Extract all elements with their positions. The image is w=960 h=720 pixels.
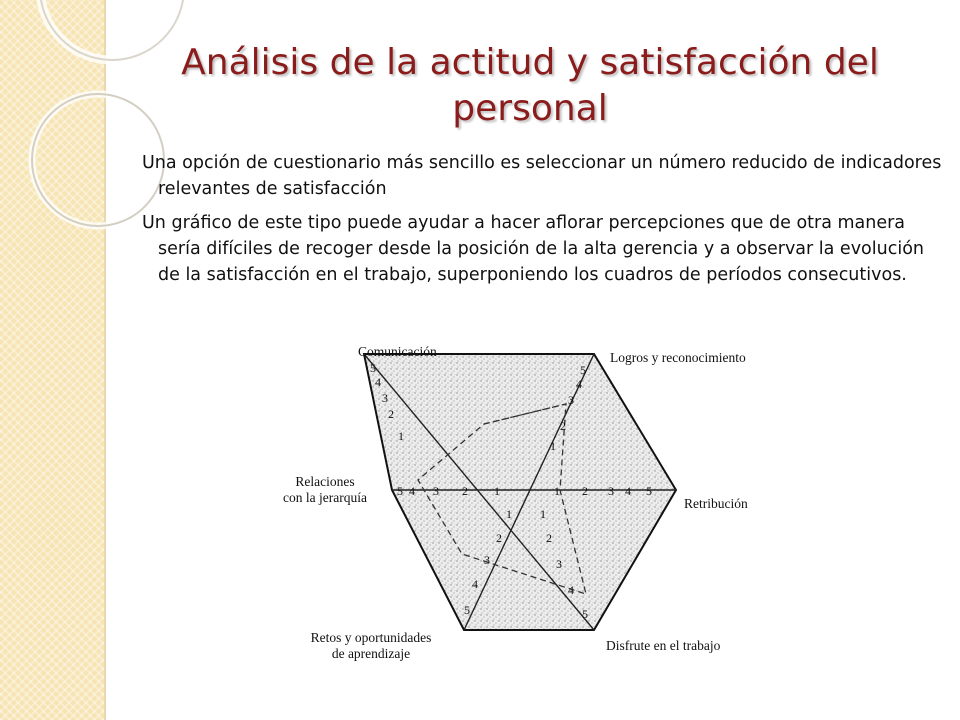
label-retribucion: Retribución bbox=[684, 496, 748, 511]
svg-text:5: 5 bbox=[370, 361, 376, 375]
label-retos bbox=[296, 630, 446, 662]
svg-text:5: 5 bbox=[397, 484, 403, 498]
svg-text:1: 1 bbox=[506, 507, 512, 521]
svg-text:4: 4 bbox=[375, 375, 381, 389]
svg-text:3: 3 bbox=[382, 391, 388, 405]
label-comunicacion: Comunicación bbox=[358, 344, 437, 359]
svg-text:4: 4 bbox=[576, 377, 582, 391]
svg-text:3: 3 bbox=[568, 393, 574, 407]
label-relaciones-line2: con la jerarquía bbox=[283, 490, 367, 505]
svg-text:5: 5 bbox=[464, 603, 470, 617]
label-relaciones-line1: Relaciones bbox=[295, 474, 355, 489]
body-text bbox=[142, 150, 942, 296]
satisfaction-hexagon-figure bbox=[270, 332, 770, 672]
svg-text:1: 1 bbox=[554, 484, 560, 498]
label-relaciones bbox=[270, 474, 380, 506]
svg-text:2: 2 bbox=[388, 407, 394, 421]
label-retos-line2: de aprendizaje bbox=[331, 646, 411, 661]
svg-text:4: 4 bbox=[568, 583, 574, 597]
svg-text:3: 3 bbox=[433, 484, 439, 498]
svg-text:2: 2 bbox=[462, 484, 468, 498]
svg-text:1: 1 bbox=[550, 439, 556, 453]
svg-text:2: 2 bbox=[582, 484, 588, 498]
svg-text:2: 2 bbox=[546, 531, 552, 545]
svg-text:4: 4 bbox=[472, 577, 478, 591]
label-logros: Logros y reconocimiento bbox=[610, 350, 746, 365]
svg-text:3: 3 bbox=[608, 484, 614, 498]
svg-text:2: 2 bbox=[496, 531, 502, 545]
svg-text:4: 4 bbox=[625, 484, 631, 498]
label-retos-line1: Retos y oportunidades bbox=[310, 630, 432, 645]
page-title: Análisis de la actitud y satisfacción del personal bbox=[181, 42, 879, 129]
svg-text:1: 1 bbox=[494, 484, 500, 498]
svg-text:4: 4 bbox=[409, 484, 415, 498]
svg-text:5: 5 bbox=[582, 607, 588, 621]
svg-text:5: 5 bbox=[580, 363, 586, 377]
svg-text:2: 2 bbox=[560, 419, 566, 433]
paragraph-2: Un gráfico de este tipo puede ayudar a hacer aflorar percepciones que de otra manera sería difíciles de recoger desde la posición de la alta gerencia y a observar la evolución de la satisfacción en el trabajo, superponiendo los cuadros de períodos consecutivos. bbox=[142, 213, 924, 285]
svg-text:1: 1 bbox=[540, 507, 546, 521]
label-disfrute: Disfrute en el trabajo bbox=[606, 638, 721, 653]
svg-text:3: 3 bbox=[556, 557, 562, 571]
svg-text:3: 3 bbox=[484, 553, 490, 567]
svg-text:5: 5 bbox=[646, 484, 652, 498]
paragraph-1: Una opción de cuestionario más sencillo es seleccionar un número reducido de indicadores relevantes de satisfacción bbox=[142, 153, 942, 199]
svg-text:1: 1 bbox=[398, 429, 404, 443]
